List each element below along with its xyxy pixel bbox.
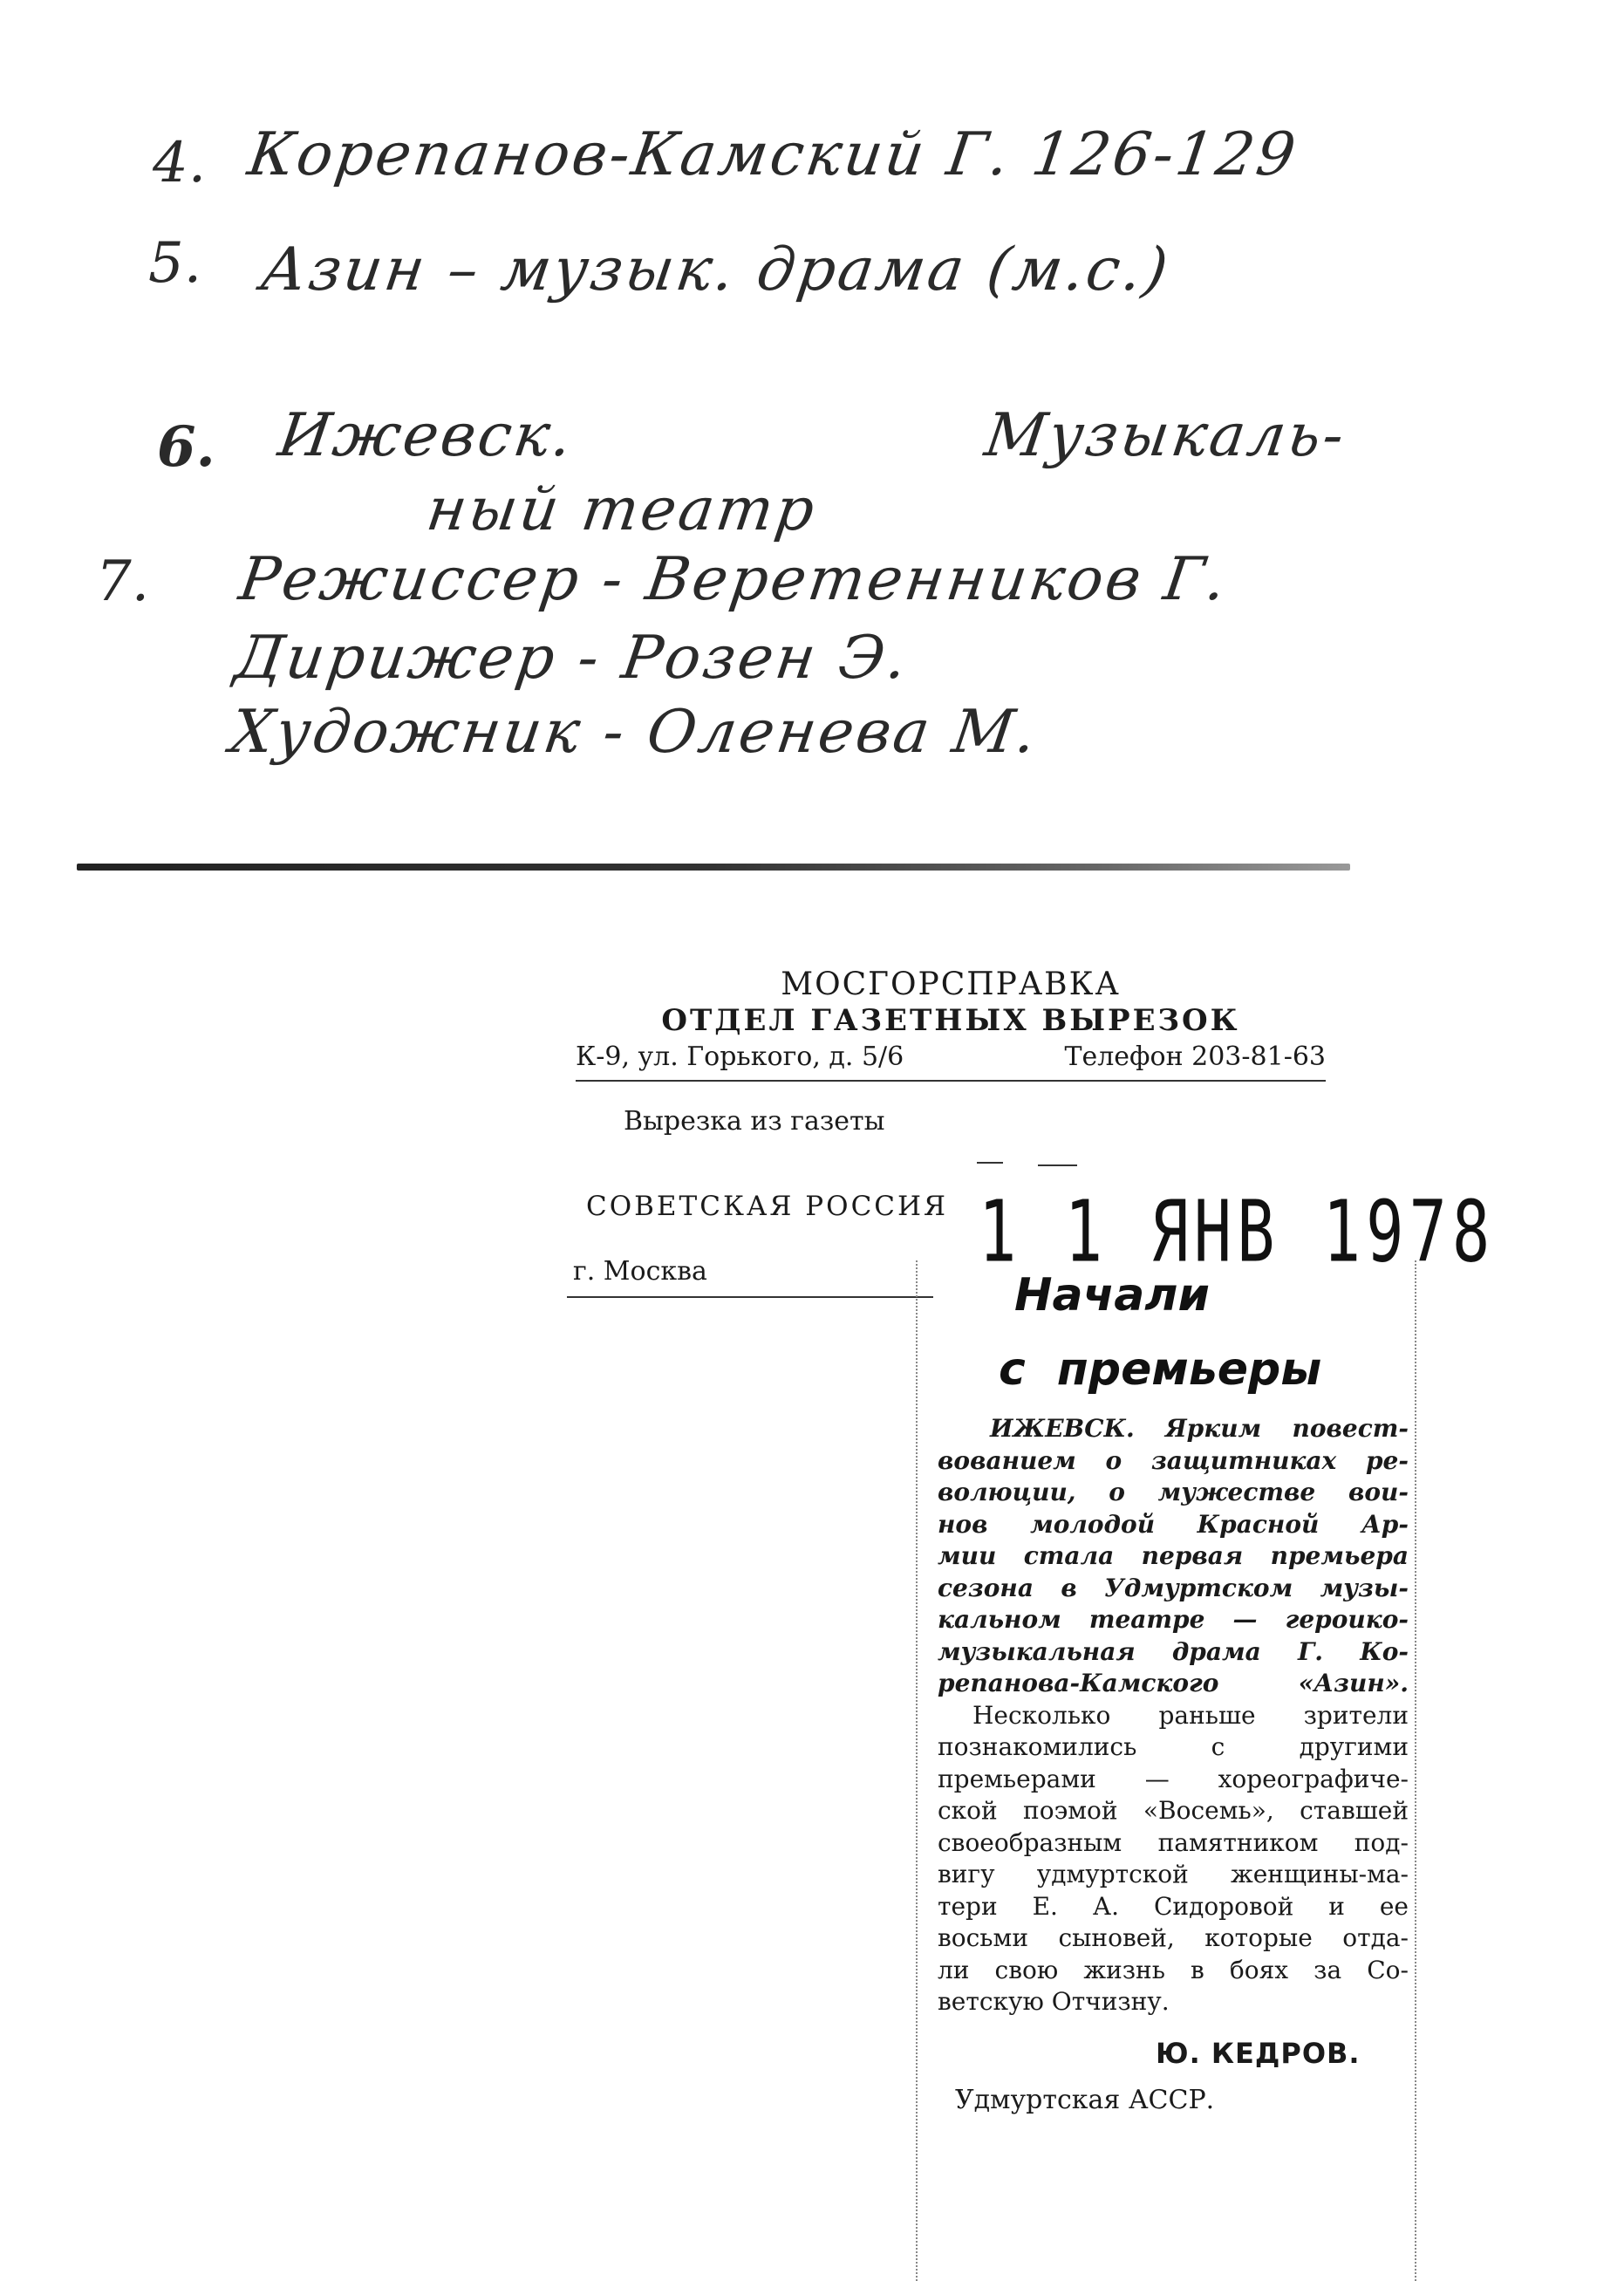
note-number-5: 5. — [148, 231, 202, 296]
date-stamp: 1 1 ЯНВ 1978 — [979, 1182, 1496, 1281]
note-6-text-continued: ный театр — [422, 475, 822, 544]
article-line: кальном театре — героико- — [938, 1605, 1409, 1634]
article-body — [938, 1413, 1409, 2018]
note-4-text: Корепанов-Камский Г. 126-129 — [243, 120, 1302, 189]
article-line: репанова-Камского «Азин». — [938, 1669, 1409, 1697]
article-line: ской поэмой «Восемь», ставшей — [938, 1796, 1409, 1825]
article-line: мии стала первая премьера — [938, 1541, 1409, 1570]
article-region: Удмуртская АССР. — [955, 2085, 1215, 2115]
clipping-from-label: Вырезка из газеты — [624, 1106, 885, 1137]
article-line: познакомились с другими — [938, 1732, 1409, 1761]
headline-line-2: с премьеры — [999, 1343, 1322, 1396]
article-line: сезона в Удмуртском музы- — [938, 1573, 1409, 1602]
note-6-text-right: Музыкаль- — [980, 401, 1351, 470]
phone: Телефон 203-81-63 — [1064, 1041, 1326, 1072]
headline-line-1: Начали — [1014, 1269, 1210, 1321]
article-line: ветскую Отчизну. — [938, 1987, 1170, 2016]
note-7-director: Режиссер - Веретенников Г. — [235, 545, 1233, 614]
article-author: Ю. КЕДРОВ. — [1156, 2037, 1361, 2070]
newspaper-underline — [567, 1296, 933, 1298]
address-line — [576, 1041, 1326, 1072]
article-line: вигу удмуртской женщины-ма- — [938, 1860, 1409, 1888]
article-line: музыкальная драма Г. Ко- — [938, 1636, 1409, 1666]
department-name: ОТДЕЛ ГАЗЕТНЫХ ВЫРЕЗОК — [661, 1003, 1240, 1038]
article-line: нов молодой Красной Ар- — [938, 1509, 1409, 1539]
city-label: г. Москва — [573, 1256, 707, 1287]
article-line: тери Е. А. Сидоровой и ее — [938, 1891, 1409, 1921]
article-line: восьми сыновей, которые отда- — [938, 1923, 1409, 1952]
newspaper-name: СОВЕТСКАЯ РОССИЯ — [586, 1191, 949, 1222]
note-number-6: 6. — [157, 414, 215, 480]
article-line: ли свою жизнь в боях за Со- — [938, 1955, 1409, 1984]
separator-rule — [77, 864, 1350, 871]
address: К-9, ул. Горького, д. 5/6 — [576, 1041, 904, 1072]
note-7-artist: Художник - Оленева М. — [226, 698, 1043, 767]
note-number-7: 7. — [96, 550, 150, 614]
article-line: своеобразным памятником под- — [938, 1827, 1409, 1857]
article-line: Несколько раньше зрители — [972, 1700, 1409, 1730]
agency-name: МОСГОРСПРАВКА — [781, 966, 1121, 1002]
stamp-tick — [1038, 1164, 1077, 1166]
article-line: вованием о защитниках ре- — [938, 1445, 1409, 1475]
article-line: волюции, о мужестве вои- — [938, 1478, 1409, 1506]
stamp-tick — [977, 1162, 1003, 1164]
article-line: премьерами — хореографиче- — [938, 1764, 1409, 1793]
note-7-conductor: Дирижер - Розен Э. — [230, 624, 914, 693]
article-line: ИЖЕВСК. Ярким повест- — [990, 1414, 1409, 1443]
header-underline — [576, 1080, 1326, 1082]
note-6-text: Ижевск. — [274, 401, 579, 470]
note-5-text: Азин – музык. драма (м.с.) — [256, 236, 1175, 304]
note-number-4: 4. — [153, 131, 207, 195]
